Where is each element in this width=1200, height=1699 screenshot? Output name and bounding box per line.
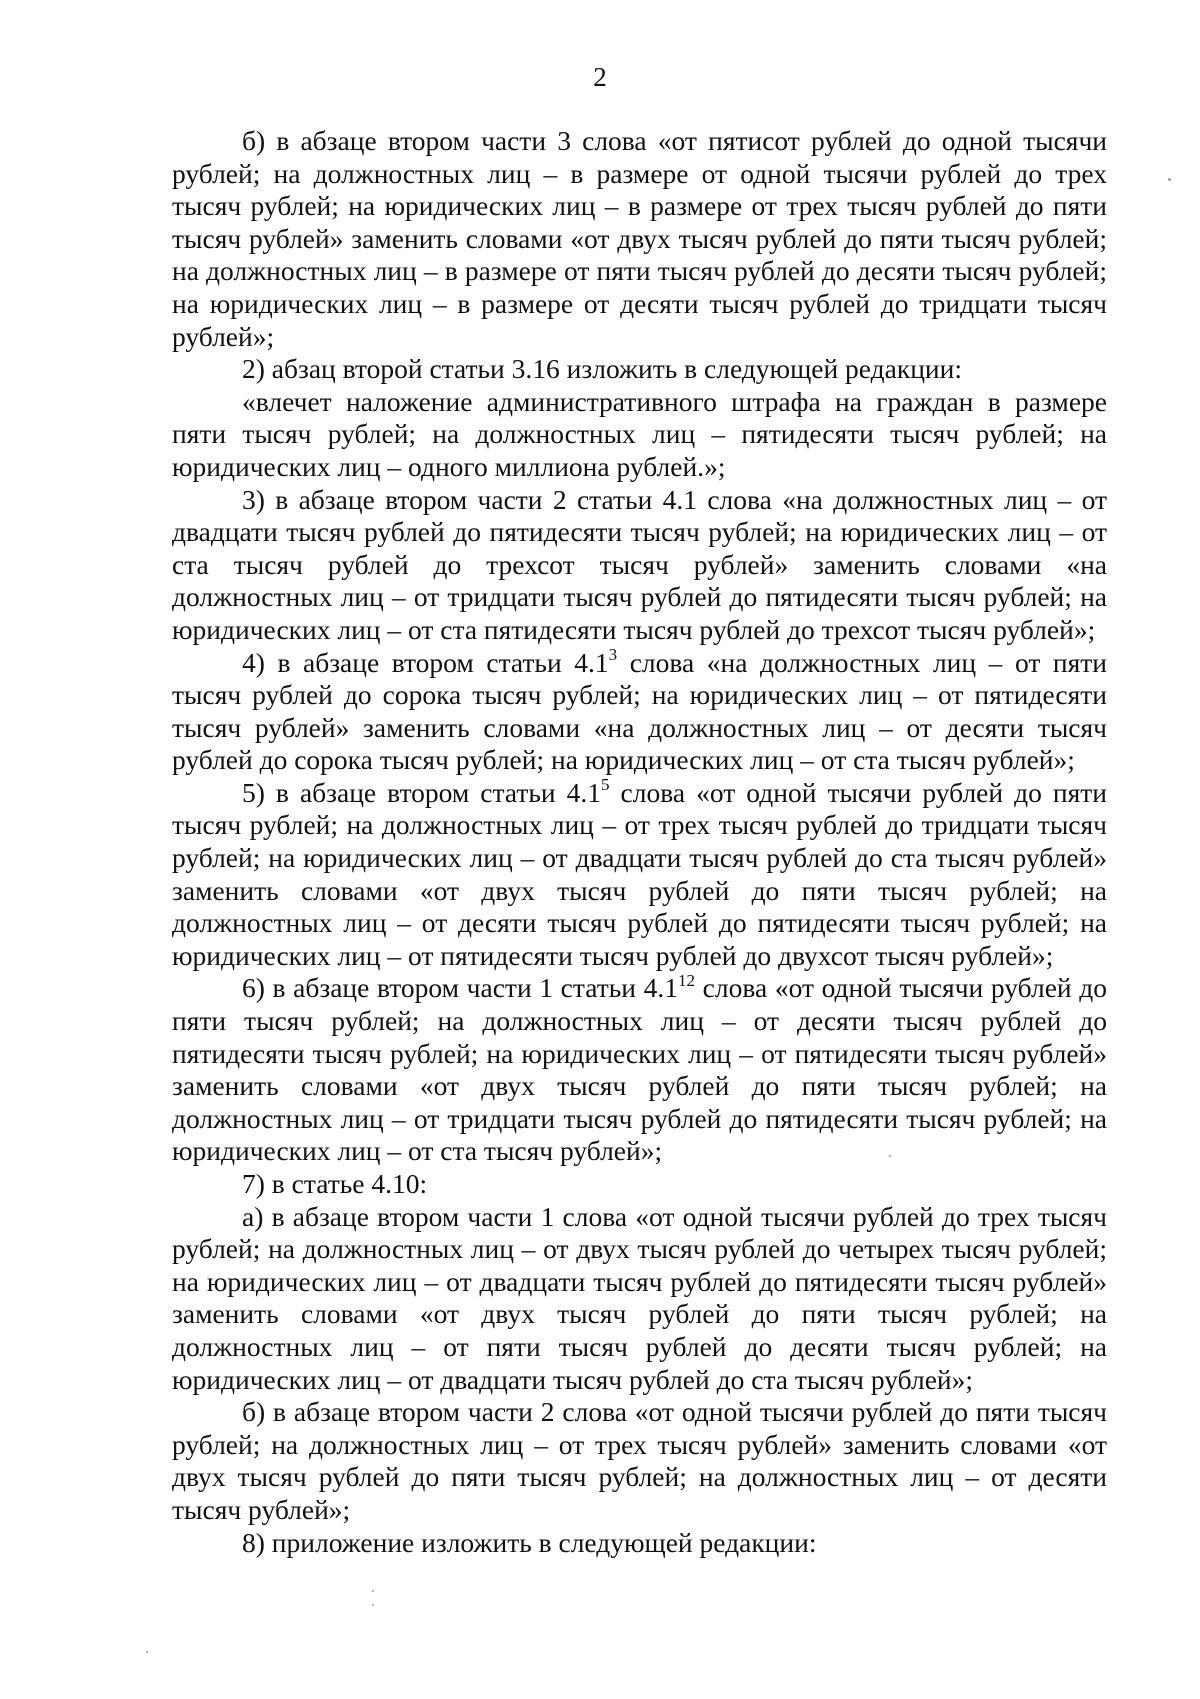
paragraph-item-5 bbox=[172, 777, 1107, 973]
paragraph-item-7: 7) в статье 4.10: bbox=[242, 1168, 428, 1199]
paragraph-item-2: 2) абзац второй статьи 3.16 изложить в следующей редакции: bbox=[242, 353, 962, 385]
paragraph-item-6-superscript: 12 bbox=[678, 970, 696, 990]
scan-speck bbox=[372, 1590, 374, 1592]
paragraph-item-7-b: б) в абзаце втором части 2 слова «от одной тысячи рублей до пяти тысяч рублей; на должностных лиц – от трех тысяч рублей» заменить словами «от двух тысяч рублей до пяти тысяч рублей; на должностных лиц – от десяти тысяч рублей»; bbox=[172, 1396, 1107, 1525]
paragraph-item-6 bbox=[172, 972, 1107, 1168]
paragraph-item-5-suffix: слова «от одной тысячи рублей до пяти тысяч рублей; на должностных лиц – от трех тысяч рублей до тридцати тысяч рублей; на юридических лиц – от двадцати тысяч рублей до ста тысяч рублей» заменить словами «от двух тысяч рублей до пяти тысяч рублей; на должностных лиц – от десяти тысяч рублей до пятидесяти тысяч рублей; на юридических лиц – от пятидесяти тысяч рублей до двухсот тысяч рублей»; bbox=[172, 776, 1107, 971]
scan-speck bbox=[146, 1651, 148, 1653]
paragraph-item-4-superscript: 3 bbox=[608, 644, 618, 664]
paragraph-item-4-prefix: 4) в абзаце втором статьи 4.1 bbox=[242, 646, 609, 678]
paragraph-item-2-quote: «влечет наложение административного штрафа на граждан в размере пяти тысяч рублей; на должностных лиц – пятидесяти тысяч рублей; на юридических лиц – одного миллиона рублей.»; bbox=[172, 385, 1107, 482]
scan-speck bbox=[889, 1155, 891, 1157]
paragraph-item-5-prefix: 5) в абзаце втором статьи 4.1 bbox=[242, 776, 602, 808]
paragraph-item-6-prefix: 6) в абзаце втором части 1 статьи 4.1 bbox=[242, 972, 679, 1004]
paragraph-item-3: 3) в абзаце втором части 2 статьи 4.1 слова «на должностных лиц – от двадцати тысяч рублей до пятидесяти тысяч рублей; на юридических лиц – от ста тысяч рублей до трехсот тысяч рублей» заменить словами «на должностных лиц – от тридцати тысяч рублей до пятидесяти тысяч рублей; на юридических лиц – от ста пятидесяти тысяч рублей до трехсот тысяч рублей»; bbox=[172, 483, 1107, 645]
paragraph-item-4-suffix: слова «на должностных лиц – от пяти тысяч рублей до сорока тысяч рублей; на юридических лиц – от пятидесяти тысяч рублей» заменить словами «на должностных лиц – от десяти тысяч рублей до сорока тысяч рублей; на юридических лиц – от ста тысяч рублей»; bbox=[172, 646, 1107, 776]
paragraph-item-7-a: а) в абзаце втором части 1 слова «от одной тысячи рублей до трех тысяч рублей; на должностных лиц – от двух тысяч рублей до четырех тысяч рублей; на юридических лиц – от двадцати тысяч рублей до пятидесяти тысяч рублей» заменить словами «от двух тысяч рублей до пяти тысяч рублей; на должностных лиц – от пяти тысяч рублей до десяти тысяч рублей; на юридических лиц – от двадцати тысяч рублей до ста тысяч рублей»; bbox=[172, 1200, 1107, 1395]
paragraph-item-8: 8) приложение изложить в следующей редакции: bbox=[242, 1526, 817, 1558]
scan-speck bbox=[1168, 178, 1171, 181]
paragraph-item-5-superscript: 5 bbox=[601, 775, 610, 795]
paragraph-item-6-suffix: слова «от одной тысячи рублей до пяти тысяч рублей; на должностных лиц – от десяти тысяч рублей до пятидесяти тысяч рублей; на юридических лиц – от пятидесяти тысяч рублей» заменить словами «от двух тысяч рублей до пяти тысяч рублей; на должностных лиц – от тридцати тысяч рублей до пятидесяти тысяч рублей; на юридических лиц – от ста тысяч рублей»; bbox=[172, 972, 1107, 1167]
page-number: 2 bbox=[593, 62, 607, 92]
document-body bbox=[172, 125, 1107, 1559]
paragraph-b-part-3: б) в абзаце втором части 3 слова «от пятисот рублей до одной тысячи рублей; на должностных лиц – в размере от одной тысячи рублей до трех тысяч рублей; на юридических лиц – в размере от трех тысяч рублей до пяти тысяч рублей» заменить словами «от двух тысяч рублей до пяти тысяч рублей; на должностных лиц – в размере от пяти тысяч рублей до десяти тысяч рублей; на юридических лиц – в размере от десяти тысяч рублей до тридцати тысяч рублей»; bbox=[172, 125, 1107, 352]
scan-speck bbox=[372, 1604, 374, 1606]
paragraph-item-4 bbox=[172, 644, 1107, 777]
